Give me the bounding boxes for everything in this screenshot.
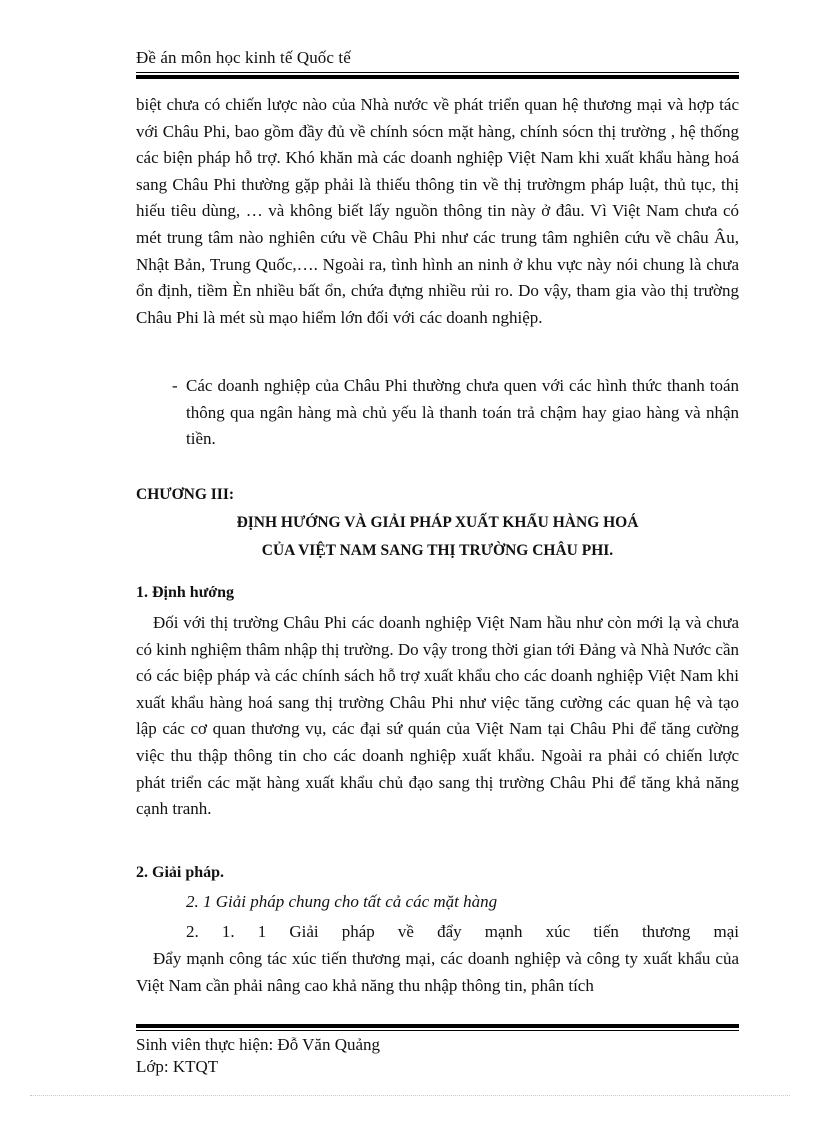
- header-rule-thin: [136, 72, 739, 73]
- intro-paragraph: [136, 92, 739, 331]
- chapter-title-line1: ĐỊNH HƯỚNG VÀ GIẢI PHÁP XUẤT KHẨU HÀNG HOÁ: [236, 514, 639, 531]
- chapter-label: CHƯƠNG III:: [136, 486, 235, 503]
- bullet-text: Các doanh nghiệp của Châu Phi thường chưa quen với các hình thức thanh toán thông qua ngân hàng mà chủ yếu là thanh toán trả chậm hay giao hàng và nhận tiền.: [186, 376, 739, 449]
- header-title: Đề án môn học kinh tế Quốc tế: [136, 48, 351, 67]
- section-2-heading: 2. Giải pháp.: [136, 864, 225, 881]
- section-1-heading: 1. Định hướng: [136, 584, 235, 601]
- intro-paragraph-text: biệt chưa có chiến lược nào của Nhà nước về phát triển quan hệ thương mại và hợp tác với Châu Phi, bao gồm đầy đủ về chính sócn mặt hàng, chính sócn thị trường , hệ thống các biện pháp hỗ trợ. Khó khăn mà các doanh nghiệp Việt Nam khi xuất khẩu hàng hoá sang Châu Phi thường gặp phải là thiếu thông tin về thị trườngm pháp luật, thủ tục, thị hiếu tiêu dùng, … và không biết lấy nguồn thông tin này ở đâu. Vì Việt Nam chưa có mét trung tâm nào nghiên cứu về Châu Phi như các trung tâm nghiên cứu về châu Âu, Nhật Bản, Trung Quốc,…. Ngoài ra, tình hình an ninh ở khu vực này nói chung là chưa ổn định, tiềm Èn nhiều bất ổn, chứa đựng nhiều rủi ro. Do vậy, tham gia vào thị trường Châu Phi là mét sù mạo hiểm lớn đối với các doanh nghiệp.: [136, 95, 739, 327]
- page-bottom-edge: [30, 1095, 790, 1096]
- section-2-1-1-heading: 2. 1. 1 Giải pháp về đẩy mạnh xúc tiến thương mại: [186, 922, 739, 941]
- chapter-title-line2: CỦA VIỆT NAM SANG THỊ TRƯỜNG CHÂU PHI.: [261, 542, 614, 559]
- section-2-paragraph: [136, 946, 739, 999]
- bullet-item: [172, 373, 739, 453]
- footer-student: Sinh viên thực hiện: Đỗ Văn Quảng: [136, 1035, 381, 1054]
- section-1-paragraph-text: Đối với thị trường Châu Phi các doanh nghiệp Việt Nam hầu như còn mới lạ và chưa có kinh nghiệm thâm nhập thị trường. Do vậy trong thời gian tới Đảng và Nhà Nước cần có các biệp pháp và các chính sách hỗ trợ xuất khẩu cho các doanh nghiệp Việt Nam khi xuất khẩu hàng hoá sang thị trường Châu Phi như việc tăng cường các quan hệ và tạo lập các cơ quan thương vụ, các đại sứ quán của Việt Nam tại Châu Phi để tăng cường việc thu thập thông tin cho các doanh nghiệp xuất khẩu. Ngoài ra phải có chiến lược phát triển các mặt hàng xuất khẩu chủ đạo sang thị trường Châu Phi để tăng khả năng cạnh tranh.: [136, 613, 739, 819]
- section-1-paragraph: [136, 610, 739, 823]
- section-2-paragraph-text: Đẩy mạnh công tác xúc tiến thương mại, các doanh nghiệp và công ty xuất khẩu của Việt Nam cần phải nâng cao khả năng thu nhập thông tin, phân tích: [136, 949, 739, 995]
- footer-rule-thin: [136, 1030, 739, 1031]
- footer-class: Lớp: KTQT: [136, 1057, 219, 1076]
- header-rule-thick: [136, 75, 739, 79]
- section-2-1-heading: 2. 1 Giải pháp chung cho tất cả các mặt hàng: [186, 892, 498, 911]
- bullet-marker: -: [172, 376, 178, 395]
- footer-rule-thick: [136, 1024, 739, 1028]
